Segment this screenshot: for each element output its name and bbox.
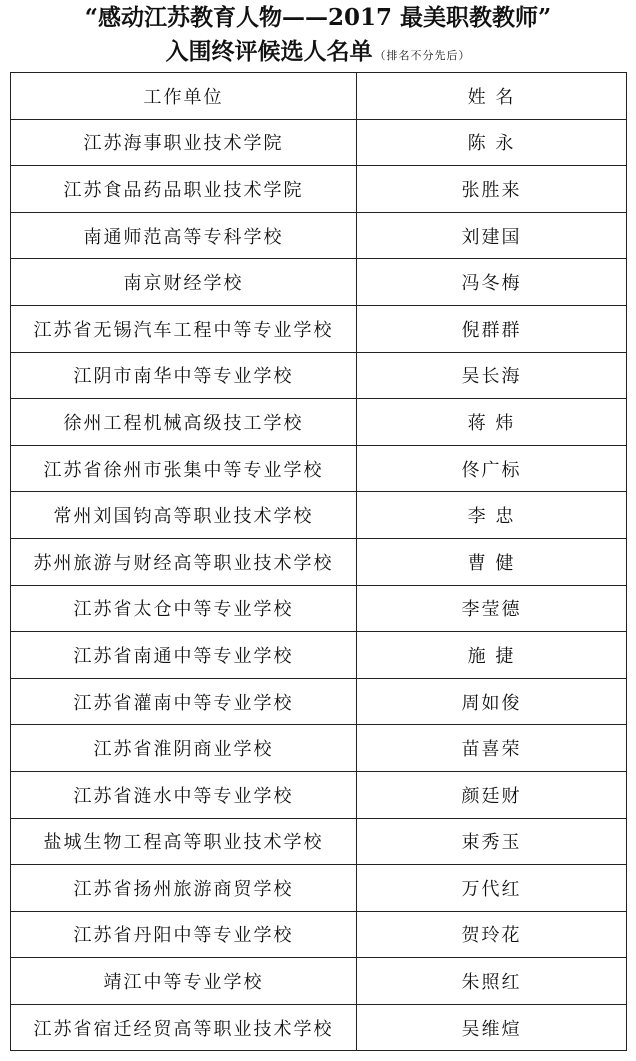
cell-unit: 江苏省无锡汽车工程中等专业学校 [11,305,357,352]
cell-name: 倪群群 [357,305,627,352]
table-row [11,585,627,632]
cell-unit: 江苏省扬州旅游商贸学校 [11,865,357,912]
table-row [11,771,627,818]
cell-unit: 江苏省太仓中等专业学校 [11,585,357,632]
table-row [11,305,627,352]
cell-name: 万代红 [357,865,627,912]
cell-name: 李莹德 [357,585,627,632]
table-header-row [11,73,627,120]
title-line-2-text: 入围终评候选人名单 [165,38,373,65]
table-row [11,725,627,772]
cell-unit: 江苏省宿迁经贸高等职业技术学校 [11,1004,357,1051]
cell-unit: 江苏省丹阳中等专业学校 [11,911,357,958]
cell-unit: 南京财经学校 [11,259,357,306]
cell-unit: 盐城生物工程高等职业技术学校 [11,818,357,865]
cell-name: 颜廷财 [357,771,627,818]
cell-name: 李 忠 [357,492,627,539]
table-row [11,445,627,492]
cell-name: 曹 健 [357,538,627,585]
cell-unit: 江苏省南通中等专业学校 [11,632,357,679]
cell-unit: 苏州旅游与财经高等职业技术学校 [11,538,357,585]
table-row [11,958,627,1005]
cell-unit: 江苏省灌南中等专业学校 [11,678,357,725]
cell-name: 张胜来 [357,166,627,213]
cell-unit: 南通师范高等专科学校 [11,212,357,259]
header-unit: 工作单位 [11,73,357,120]
candidate-table [10,72,627,1051]
cell-name: 周如俊 [357,678,627,725]
table-row [11,212,627,259]
table-row [11,678,627,725]
cell-name: 冯冬梅 [357,259,627,306]
document-title [0,0,636,72]
table-row [11,399,627,446]
table-row [11,538,627,585]
cell-name: 施 捷 [357,632,627,679]
cell-unit: 江苏省徐州市张集中等专业学校 [11,445,357,492]
table-row [11,119,627,166]
cell-name: 陈 永 [357,119,627,166]
table-row [11,1004,627,1051]
title-line-2 [0,36,636,72]
cell-unit: 常州刘国钧高等职业技术学校 [11,492,357,539]
table-row [11,865,627,912]
cell-name: 吴长海 [357,352,627,399]
header-name: 姓 名 [357,73,627,120]
table-row [11,259,627,306]
table-row [11,911,627,958]
cell-unit: 江苏省涟水中等专业学校 [11,771,357,818]
cell-name: 朱照红 [357,958,627,1005]
cell-unit: 江苏省淮阴商业学校 [11,725,357,772]
cell-name: 吴维煊 [357,1004,627,1051]
cell-unit: 江阴市南华中等专业学校 [11,352,357,399]
cell-unit: 靖江中等专业学校 [11,958,357,1005]
ranking-note: （排名不分先后） [374,49,471,62]
cell-name: 蒋 炜 [357,399,627,446]
title-line-1: “感动江苏教育人物——2017 最美职教教师” [84,4,552,31]
table-row [11,818,627,865]
table-row [11,166,627,213]
table-row [11,352,627,399]
table-body [11,119,627,1051]
cell-unit: 徐州工程机械高级技工学校 [11,399,357,446]
cell-name: 刘建国 [357,212,627,259]
table-row [11,632,627,679]
cell-name: 贺玲花 [357,911,627,958]
cell-name: 苗喜荣 [357,725,627,772]
cell-unit: 江苏海事职业技术学院 [11,119,357,166]
cell-unit: 江苏食品药品职业技术学院 [11,166,357,213]
table-row [11,492,627,539]
cell-name: 佟广标 [357,445,627,492]
cell-name: 束秀玉 [357,818,627,865]
